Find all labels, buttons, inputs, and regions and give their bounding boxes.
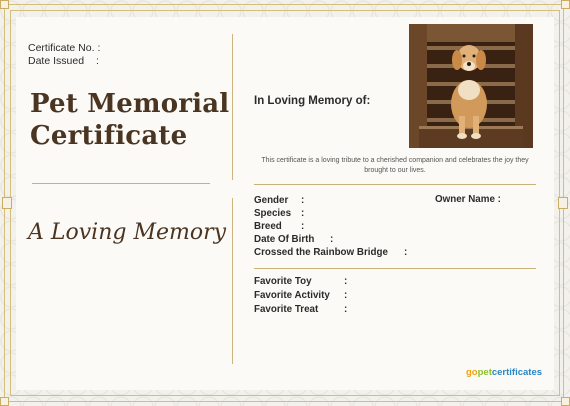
species-colon: : bbox=[301, 208, 305, 219]
rainbow-bridge-colon: : bbox=[404, 247, 408, 258]
owner-name-label: Owner Name : bbox=[435, 194, 501, 205]
favorite-treat-label: Favorite Treat bbox=[254, 304, 319, 315]
memory-heading: In Loving Memory of: bbox=[254, 95, 371, 107]
breed-colon: : bbox=[301, 221, 305, 232]
vertical-divider-top bbox=[232, 34, 233, 180]
fields-divider-bottom bbox=[254, 268, 536, 269]
left-divider bbox=[32, 183, 210, 184]
gender-colon: : bbox=[301, 195, 305, 206]
side-marker-right bbox=[558, 197, 568, 209]
favorite-activity-colon: : bbox=[344, 290, 348, 301]
favorite-toy-label: Favorite Toy bbox=[254, 276, 312, 287]
date-of-birth-colon: : bbox=[330, 234, 334, 245]
breed-label: Breed bbox=[254, 221, 282, 232]
script-phrase: A Loving Memory bbox=[28, 220, 227, 245]
pet-photo bbox=[409, 24, 533, 148]
logo-go: go bbox=[466, 367, 478, 378]
favorite-treat-colon: : bbox=[344, 304, 348, 315]
gender-label: Gender bbox=[254, 195, 289, 206]
logo-pet: pet bbox=[477, 367, 492, 378]
corner-ornament-top-right bbox=[561, 0, 570, 9]
certificate-title-line1: Pet Memorial bbox=[30, 89, 230, 119]
date-of-birth-label: Date Of Birth bbox=[254, 234, 315, 245]
favorite-activity-label: Favorite Activity bbox=[254, 290, 330, 301]
fields-divider-top bbox=[254, 184, 536, 185]
certificate-title-line2: Certificate bbox=[30, 121, 188, 151]
brand-logo bbox=[466, 367, 542, 378]
logo-certificates: certificates bbox=[491, 367, 543, 378]
corner-ornament-bottom-right bbox=[561, 397, 570, 406]
side-marker-left bbox=[2, 197, 12, 209]
golden-retriever-image bbox=[409, 24, 533, 148]
favorite-toy-colon: : bbox=[344, 276, 348, 287]
species-label: Species bbox=[254, 208, 292, 219]
vertical-divider-bottom bbox=[232, 198, 233, 364]
corner-ornament-top-left bbox=[0, 0, 9, 9]
date-issued-colon: : bbox=[96, 55, 99, 67]
date-issued-label: Date Issued bbox=[28, 55, 85, 67]
tribute-text: This certificate is a loving tribute to a cherished companion and celebrates the joy they brought to our lives. bbox=[261, 157, 529, 174]
certificate-number-label: Certificate No. : bbox=[28, 42, 101, 54]
corner-ornament-bottom-left bbox=[0, 397, 9, 406]
rainbow-bridge-label: Crossed the Rainbow Bridge bbox=[254, 247, 388, 258]
